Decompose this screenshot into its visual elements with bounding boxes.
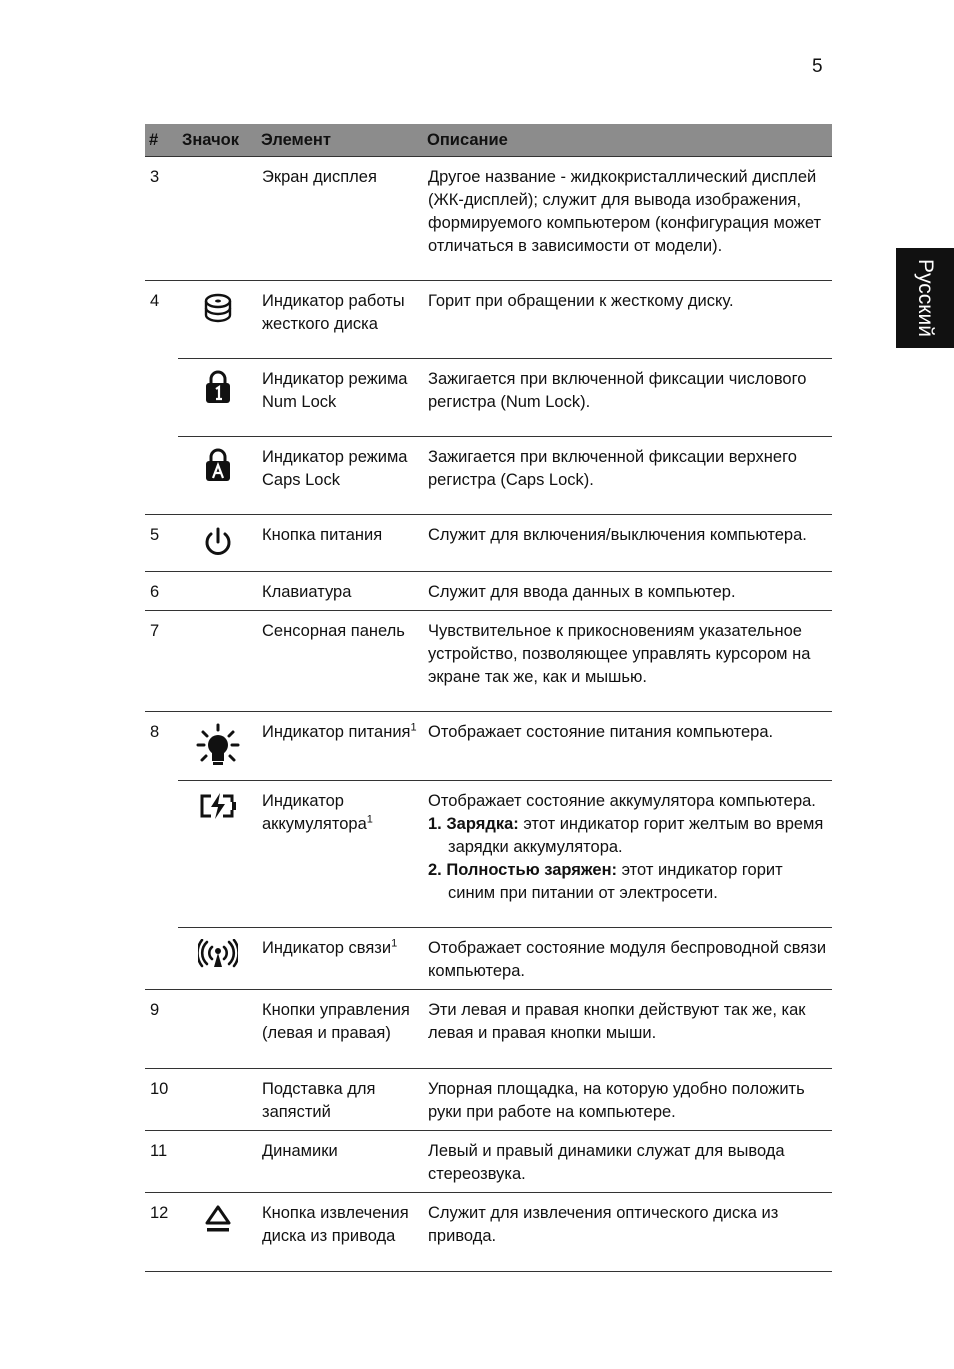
hdd-icon <box>203 292 233 326</box>
table-row <box>145 359 832 437</box>
footnote-mark: 1 <box>366 813 373 826</box>
row-element: Клавиатура <box>257 572 423 611</box>
wireless-icon <box>198 939 238 969</box>
table-row <box>145 437 832 515</box>
row-element: Динамики <box>257 1131 423 1193</box>
table-row <box>145 281 832 359</box>
header-description: Описание <box>423 124 832 157</box>
row-element: Индикатор связи <box>262 939 392 957</box>
row-element: Индикатор питания <box>262 723 411 741</box>
table-row <box>145 572 832 611</box>
row-description: Чувствительное к прикосновениям указательное устройство, позволяющее управлять курсором на экране так же, как и мышью. <box>423 611 832 712</box>
row-description: Отображает состояние модуля беспроводной связи компьютера. <box>423 928 832 990</box>
row-num: 10 <box>145 1069 178 1131</box>
row-description: Отображает состояние аккумулятора компьютера. <box>428 792 816 810</box>
table-row <box>145 990 832 1069</box>
table-row <box>145 712 832 781</box>
header-element: Элемент <box>257 124 423 157</box>
power-icon <box>202 526 234 558</box>
caps-lock-icon <box>204 448 232 482</box>
row-element: Кнопки управления (левая и правая) <box>257 990 423 1069</box>
table-row <box>145 928 832 990</box>
row-num: 7 <box>145 611 178 712</box>
table-row <box>145 1131 832 1193</box>
power-indicator-icon <box>196 723 240 767</box>
row-description: Служит для включения/выключения компьютера. <box>423 515 832 572</box>
row-description: Эти левая и правая кнопки действуют так же, как левая и правая кнопки мыши. <box>423 990 832 1069</box>
row-element: Экран дисплея <box>262 168 377 186</box>
row-description: Служит для ввода данных в компьютер. <box>423 572 832 611</box>
row-description: Отображает состояние питания компьютера. <box>423 712 832 781</box>
header-num: # <box>145 124 178 157</box>
list-item-text: этот индикатор горит синим при питании от электросети. <box>448 861 783 902</box>
row-element: Кнопка извлечения диска из привода <box>257 1193 423 1272</box>
language-tab-label: Русский <box>914 259 938 337</box>
row-element: Индикатор режима Caps Lock <box>257 437 423 515</box>
row-num: 3 <box>150 168 160 186</box>
eject-icon <box>204 1204 232 1234</box>
battery-states-list <box>428 813 828 905</box>
row-element: Индикатор работы жесткого диска <box>257 281 423 359</box>
row-description: Зажигается при включенной фиксации числового регистра (Num Lock). <box>423 359 832 437</box>
row-description: Служит для извлечения оптического диска из привода. <box>423 1193 832 1272</box>
list-item-label: 2. Полностью заряжен: <box>428 861 618 879</box>
row-element: Индикатор режима Num Lock <box>257 359 423 437</box>
table-row <box>145 781 832 928</box>
page-number: 5 <box>812 56 823 77</box>
list-item-text: этот индикатор горит желтым во время зарядки аккумулятора. <box>448 815 824 856</box>
table-row <box>145 157 832 281</box>
list-item-label: 1. Зарядка: <box>428 815 519 833</box>
num-lock-icon <box>204 370 232 404</box>
row-description: Зажигается при включенной фиксации верхнего регистра (Caps Lock). <box>423 437 832 515</box>
row-num: 6 <box>145 572 178 611</box>
battery-icon <box>198 792 238 820</box>
list-item <box>428 813 828 859</box>
row-element: Сенсорная панель <box>257 611 423 712</box>
footnote-mark: 1 <box>391 937 398 950</box>
table-row <box>145 1069 832 1131</box>
row-num: 5 <box>145 515 178 572</box>
row-element: Индикатор аккумулятора <box>262 792 367 833</box>
footnote-mark: 1 <box>410 721 417 734</box>
row-element: Кнопка питания <box>257 515 423 572</box>
list-item <box>428 859 828 905</box>
row-num: 11 <box>145 1131 178 1193</box>
row-description: Левый и правый динамики служат для вывода стереозвука. <box>423 1131 832 1193</box>
table-row <box>145 1193 832 1272</box>
components-table <box>145 124 832 1272</box>
row-num: 9 <box>145 990 178 1069</box>
row-description: Упорная площадка, на которую удобно положить руки при работе на компьютере. <box>423 1069 832 1131</box>
row-num: 12 <box>145 1193 178 1272</box>
row-element: Подставка для запястий <box>257 1069 423 1131</box>
row-num: 4 <box>145 281 178 359</box>
row-description: Горит при обращении к жесткому диску. <box>423 281 832 359</box>
row-description: Другое название - жидкокристаллический дисплей (ЖК-дисплей); служит для вывода изображения, формируемого компьютером (конфигурация может отличаться в зависимости от модели). <box>428 168 822 255</box>
row-num: 8 <box>145 712 178 781</box>
table-header <box>145 124 832 157</box>
table-row <box>145 611 832 712</box>
table-row <box>145 515 832 572</box>
header-icon: Значок <box>178 124 257 157</box>
language-tab <box>896 248 954 348</box>
